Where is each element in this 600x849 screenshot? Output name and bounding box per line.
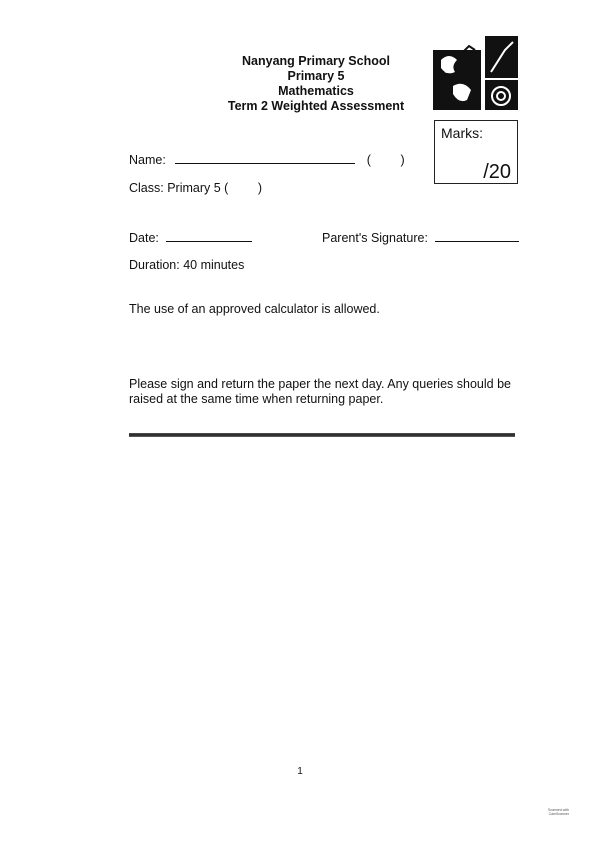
register-open: (	[366, 153, 371, 167]
marks-label: Marks:	[441, 125, 483, 141]
scanner-watermark-top: Scanned with	[548, 808, 570, 812]
date-label: Date:	[129, 231, 159, 245]
signature-blank[interactable]	[435, 229, 519, 242]
class-field	[129, 181, 262, 195]
exam-header	[200, 54, 432, 114]
marks-box	[434, 120, 518, 184]
return-note: Please sign and return the paper the next day. Any queries should be raised at the same time when returning paper.	[129, 377, 511, 406]
page-number: 1	[297, 766, 303, 777]
register-close: )	[400, 153, 405, 167]
school-logo	[433, 36, 518, 111]
signature-label: Parent's Signature:	[322, 231, 428, 245]
assessment-title: Term 2 Weighted Assessment	[227, 99, 405, 113]
name-field	[129, 151, 405, 167]
name-label: Name:	[129, 153, 166, 167]
date-blank[interactable]	[166, 229, 252, 242]
name-blank[interactable]	[175, 151, 355, 164]
duration: Duration: 40 minutes	[129, 258, 245, 272]
marks-total: /20	[483, 161, 511, 183]
school-name: Nanyang Primary School	[242, 54, 390, 68]
date-field	[129, 229, 252, 245]
class-label: Class: Primary 5 (	[129, 181, 229, 195]
subject: Mathematics	[278, 84, 354, 98]
scanner-watermark-bottom: CamScanner	[548, 812, 570, 816]
divider-rule	[129, 433, 515, 437]
calculator-note: The use of an approved calculator is allowed.	[129, 302, 380, 316]
level: Primary 5	[287, 69, 345, 83]
scanner-watermark	[548, 808, 569, 816]
class-close: )	[257, 181, 262, 195]
signature-field	[322, 229, 519, 245]
